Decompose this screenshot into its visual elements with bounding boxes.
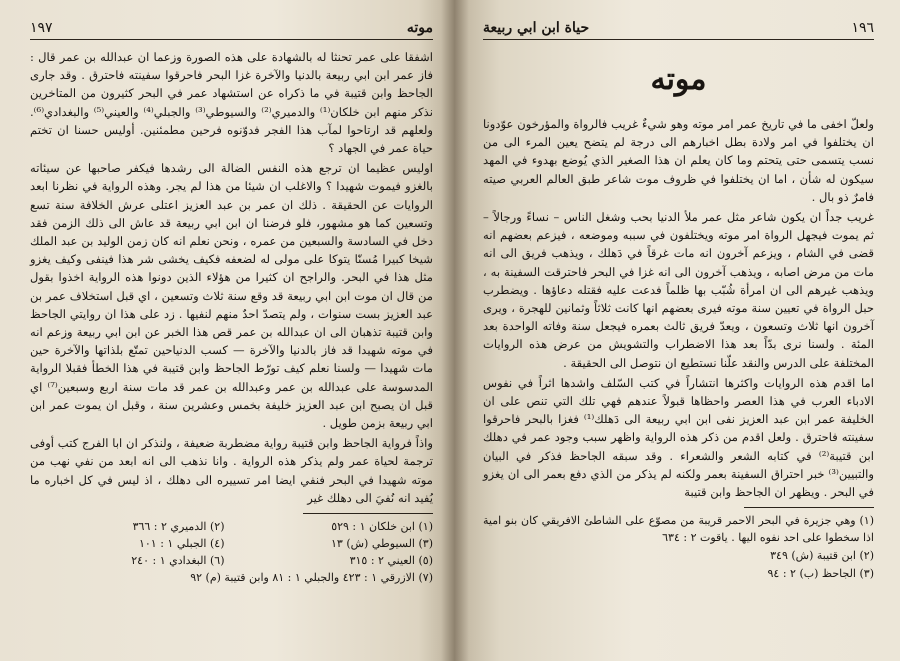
footnote-7: (٧) الازرقي ١ : ٤٢٣ والجبلي ١ : ٨١ وابن قتيبة (م) ٩٢ <box>190 571 433 585</box>
left-paragraph-1: اشفقا على عمر تحنثا له بالشهادة على هذه الصورة وزعما ان عبدالله بن عمر قال : فاز عمر ابن ابي ربيعة بالدنيا والآخرة غزا البحر فاحرقوا سفينته فاحترق . وقد جارى الجاحظ وابن قتيبة في ما ذكراه عن استشهاد عمر في البحر كثيرون من المتاخرين نذكر منهم ابن خلكان⁽¹⁾ والدميري⁽²⁾ والسيوطي⁽³⁾ والجبلي⁽⁴⁾ والعيني⁽⁵⁾ والبغدادي⁽⁶⁾. ولعلهم قد ارتاحوا لمآب هذا الفجر فدوّنوه فرحين مطمئنين. أوليس حسنا ان تختم حياة عمر في الجهاد ؟ <box>30 50 433 156</box>
right-paragraph-2: غريب جداً ان يكون شاعر مثل عمر ملأ الدنيا بحب وشغل الناس – نساءً ورجالاً – ثم يموت فيجهل الرواة امر موته ويختلفون في سببه وموضعه ، فيزعم بعضهم انه قضى في الشام ، ويزعم آخرون انه مات غرقاً في دَهلك ، ويذهب فريق الى انه مات من مرض اصابه ، ويذهب آخرون الى انه غزا في البحر فاحترقت السفينة به ، ويذهب غيرهم الى ان امرأة شُبّب بها ظلماً فدعت عليه فقتله دعاؤها . ويضطرب حبل الرواة في تعيين سنة موته فيرى بعضهم انها كانت ثلاثاً وثمانين للهجرة ، ويرى آخرون انها ثلاث وتسعون ، ويعدّ فريق ثالث بعمره فيجعل سنة وفاته الواحدة بعد المئة . ولسنا نرى بدّاً بعد هذا الاضطراب والتشويش من عرض هذه الروايات المختلفة على الدرس والنقد علّنا نستطيع ان نتوصل الى الحقيقة . <box>483 210 874 370</box>
chapter-title: موته <box>650 62 707 97</box>
left-page-header <box>30 14 433 40</box>
left-paragraph-3: واذاً فرواية الجاحظ وابن قتيبة رواية مضطربة ضعيفة ، ولنذكر ان ابا الفرج كتب أوفى ترجمة لحياة عمر ولم يذكر هذه الرواية . وانا نذهب الى انه ابعد من نفي نهب من موته شهيدا في البحر فنفي ايضا امر تسييره الى دهلك ، اذ ليس في كل اخباره ما يُفيد انه نُفيَ الى دهلك غير <box>30 436 433 505</box>
right-running-head: حياة ابن ابي ربيعة <box>483 20 590 36</box>
right-page <box>455 0 900 661</box>
left-page-body <box>30 48 433 507</box>
footnote-6: (٦) البغدادي ١ : ٢٤٠ <box>131 554 225 568</box>
footnote-1: (١) وهي جزيرة في البحر الاحمر قريبة من مصوّع على الشاطئ الافريقي كان بنو امية اذا سخطوا على احد نفوه اليها . ياقوت ٢ : ٦٣٤ <box>483 514 874 545</box>
left-paragraph-2: اوليس عظيما ان ترجع هذه النفس الضالة الى رشدها فيكفر صاحبها عن سيئاته بالغزو فيموت شهيدا ؟ والاغلب ان شيئا من هذا لم يجر. وهذه الرواية في نظرنا ابعد الروايات عن الحقيقة . ذلك ان عمر بن عبد العزيز اعتلى عرش الخلافة سنة تسع وتسعين كما هو مشهور، فلو فرضنا ان ابن ابي ربيعة قد عاش الى ذلك الزمن فقد دخل في السادسة والسبعين من عمره ، ونحن نعلم انه كان زمن الوليد بن عبد الملك شيخا كبيرا مُسنّا يتوكا على مولى له لضعفه فكيف يخشى شر هذا فينفى وكيف يغزو مثل هذا في البحر. والراجح ان كثيرا من هؤلاء الذين دونوا هذه الرواية اخذوا بقول من قال ان موت ابن ابي ربيعة قد وقع سنة ثلاث وتسعين ، اي قبل استخلاف عمر بن عبد العزيز بست سنوات ، ولم يتصدّ احدٌ منهم لنفيها . زد على هذا ان روايتي الجاحظ وابن قتيبة تذهبان الى ان عبدالله بن عمر قص هذا الخبر عن ابن ابي ربيعة وزعم انه في موته شهيدا قد فاز بالدنيا والآخرة — كسب الدنياحين تمتّع بلذاتها والآخرة حين مات شهيدا — ولسنا نعلم كيف تورّط الجاحظ وابن قتيبة في هذا الخطأ فقبلا الرواية المدسوسة على عبدالله بن عمر وعبدالله بن عمر قد مات سنة اربع وسبعين⁽⁷⁾ اي قبل ان يصبح ابن عبد العزيز خليفة بخمس وعشرين سنة ، وقبل ان يموت عمر ابن ابي ربيعة بزمن طويل . <box>30 161 433 431</box>
right-paragraph-3: اما اقدم هذه الروايات واكثرها انتشاراً في كتب السّلف واشدها اثراً في نفوس الادباء العرب في هذا العصر واحظاها قبولاً عندهم فهي تلك التي تنص على ان الخليفة عمر ابن عبد العزيز نفى ابن ابي ربيعة الى دَهلك⁽¹⁾ فغزا بالبحر فاحرقوا سفينته فاحترق . ولعل اقدم من ذكر هذه الرواية واظهر سبب وجود عمر في دهلك ابن قتيبة⁽²⁾ في كتابه الشعر والشعراء . وقد سبقه الجاحظ فذكر في البيان والتبيين⁽³⁾ خبر احتراق السفينة بعمر ولكنه لم يذكر من الذي دفع بعمر الى ان يغزو في البحر . ويظهر ان الجاحظ وابن قتيبة <box>483 375 874 500</box>
left-page-number: ١٩٧ <box>30 20 53 36</box>
right-footnotes <box>483 512 874 582</box>
gutter-shadow <box>455 0 469 661</box>
left-running-head: موته <box>406 20 433 36</box>
right-paragraph-1: ولعلّ اخفى ما في تاريخ عمر امر موته وهو شيءٌ غريب فالرواة والمؤرخون عوّدونا ان يختلفوا في امر ولادة بطل اخبارهم الى درجة لم يتضح يعين المرء الى من نسب يتسمى حتى يتحتم وما كان يعلم ان هذا الصغير الذي يُوضع بهدوء في المهد سيكون له شأن ، اما ان يختلفوا في ظروف موت شاعر طبق العالم العربي صيته فامرٌ ذو بال . <box>483 117 874 204</box>
footnote-4: (٤) الجبلي ١ : ١٠١ <box>138 537 225 551</box>
gutter-shadow <box>441 0 455 661</box>
footnote-2: (٢) الدميري ٢ : ٣٦٦ <box>132 520 225 534</box>
right-page-header <box>483 14 874 40</box>
footnote-3: (٣) السيوطي (ش) ١٣ <box>331 537 433 551</box>
right-page-number: ١٩٦ <box>851 20 874 36</box>
footnote-divider <box>744 507 874 508</box>
footnote-2: (٢) ابن قتيبة (ش) ٣٤٩ <box>770 549 874 563</box>
footnote-5: (٥) العيني ٢ : ٣١٥ <box>349 554 433 568</box>
footnote-1: (١) ابن خلكان ١ : ٥٢٩ <box>331 520 433 534</box>
right-page-body <box>483 115 874 501</box>
footnote-3: (٣) الجاحظ (ب) ٢ : ٩٤ <box>767 567 874 581</box>
footnote-divider <box>303 513 433 514</box>
left-footnotes <box>30 518 433 586</box>
